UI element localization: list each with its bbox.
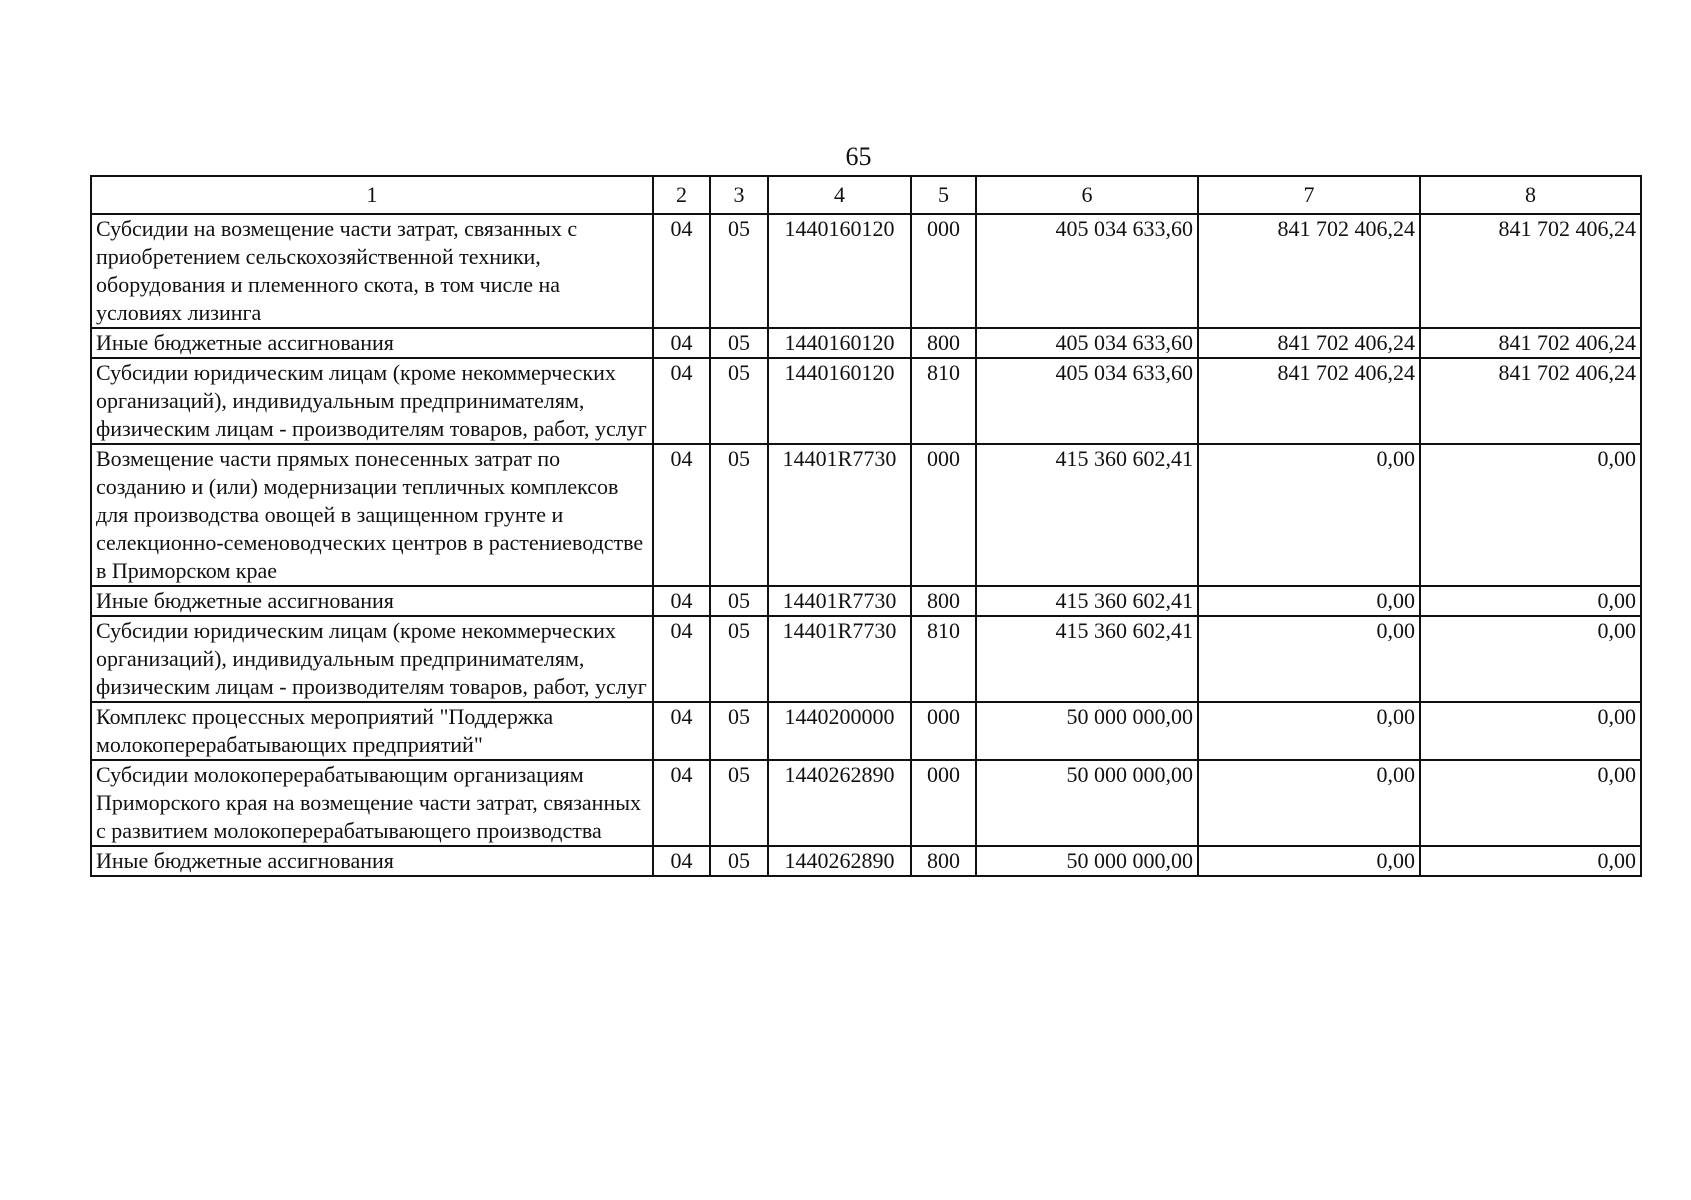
row-name: Субсидии на возмещение части затрат, связанных с приобретением сельскохозяйственной техники, оборудования и племенного скота, в том числе на условиях лизинга bbox=[91, 214, 653, 328]
column-header: 8 bbox=[1420, 176, 1641, 214]
amount-col6: 405 034 633,60 bbox=[976, 214, 1198, 328]
amount-col8: 0,00 bbox=[1420, 586, 1641, 616]
target-article-code: 1440160120 bbox=[768, 214, 911, 328]
amount-col8: 0,00 bbox=[1420, 616, 1641, 702]
amount-col6: 50 000 000,00 bbox=[976, 846, 1198, 876]
section-code: 04 bbox=[653, 358, 710, 444]
subsection-code: 05 bbox=[710, 214, 768, 328]
expense-type-code: 000 bbox=[911, 760, 976, 846]
expense-type-code: 800 bbox=[911, 328, 976, 358]
expense-type-code: 800 bbox=[911, 846, 976, 876]
subsection-code: 05 bbox=[710, 760, 768, 846]
row-name: Комплекс процессных мероприятий "Поддержка молокоперерабатывающих предприятий" bbox=[91, 702, 653, 760]
amount-col7: 841 702 406,24 bbox=[1198, 214, 1420, 328]
row-name: Субсидии юридическим лицам (кроме некоммерческих организаций), индивидуальным предпринимателям, физическим лицам - производителям товаров, работ, услуг bbox=[91, 358, 653, 444]
amount-col7: 0,00 bbox=[1198, 616, 1420, 702]
row-name: Субсидии молокоперерабатывающим организациям Приморского края на возмещение части затрат, связанных с развитием молокоперерабатывающего производства bbox=[91, 760, 653, 846]
budget-table bbox=[90, 175, 1642, 877]
amount-col8: 0,00 bbox=[1420, 444, 1641, 586]
target-article-code: 14401R7730 bbox=[768, 586, 911, 616]
row-name: Иные бюджетные ассигнования bbox=[91, 586, 653, 616]
amount-col8: 0,00 bbox=[1420, 846, 1641, 876]
column-header: 3 bbox=[710, 176, 768, 214]
column-header: 6 bbox=[976, 176, 1198, 214]
amount-col7: 0,00 bbox=[1198, 846, 1420, 876]
amount-col7: 841 702 406,24 bbox=[1198, 328, 1420, 358]
expense-type-code: 810 bbox=[911, 358, 976, 444]
amount-col7: 0,00 bbox=[1198, 760, 1420, 846]
table-row bbox=[91, 760, 1641, 846]
amount-col8: 0,00 bbox=[1420, 702, 1641, 760]
amount-col8: 841 702 406,24 bbox=[1420, 358, 1641, 444]
subsection-code: 05 bbox=[710, 846, 768, 876]
table-row bbox=[91, 214, 1641, 328]
expense-type-code: 000 bbox=[911, 214, 976, 328]
amount-col6: 405 034 633,60 bbox=[976, 358, 1198, 444]
target-article-code: 1440200000 bbox=[768, 702, 911, 760]
table-row bbox=[91, 328, 1641, 358]
amount-col7: 0,00 bbox=[1198, 702, 1420, 760]
amount-col7: 841 702 406,24 bbox=[1198, 358, 1420, 444]
section-code: 04 bbox=[653, 328, 710, 358]
target-article-code: 1440262890 bbox=[768, 846, 911, 876]
amount-col6: 50 000 000,00 bbox=[976, 760, 1198, 846]
table-row bbox=[91, 702, 1641, 760]
table-row bbox=[91, 616, 1641, 702]
column-header: 5 bbox=[911, 176, 976, 214]
target-article-code: 1440262890 bbox=[768, 760, 911, 846]
header-row bbox=[91, 176, 1641, 214]
amount-col8: 841 702 406,24 bbox=[1420, 214, 1641, 328]
column-header: 7 bbox=[1198, 176, 1420, 214]
amount-col7: 0,00 bbox=[1198, 586, 1420, 616]
table-row bbox=[91, 846, 1641, 876]
amount-col8: 841 702 406,24 bbox=[1420, 328, 1641, 358]
amount-col8: 0,00 bbox=[1420, 760, 1641, 846]
section-code: 04 bbox=[653, 586, 710, 616]
subsection-code: 05 bbox=[710, 328, 768, 358]
expense-type-code: 810 bbox=[911, 616, 976, 702]
subsection-code: 05 bbox=[710, 586, 768, 616]
subsection-code: 05 bbox=[710, 616, 768, 702]
row-name: Субсидии юридическим лицам (кроме некоммерческих организаций), индивидуальным предпринимателям, физическим лицам - производителям товаров, работ, услуг bbox=[91, 616, 653, 702]
table-row bbox=[91, 358, 1641, 444]
subsection-code: 05 bbox=[710, 702, 768, 760]
section-code: 04 bbox=[653, 702, 710, 760]
amount-col6: 405 034 633,60 bbox=[976, 328, 1198, 358]
section-code: 04 bbox=[653, 760, 710, 846]
table-row bbox=[91, 586, 1641, 616]
amount-col6: 415 360 602,41 bbox=[976, 616, 1198, 702]
subsection-code: 05 bbox=[710, 444, 768, 586]
amount-col6: 50 000 000,00 bbox=[976, 702, 1198, 760]
section-code: 04 bbox=[653, 846, 710, 876]
amount-col6: 415 360 602,41 bbox=[976, 586, 1198, 616]
section-code: 04 bbox=[653, 444, 710, 586]
column-header: 2 bbox=[653, 176, 710, 214]
row-name: Возмещение части прямых понесенных затрат по созданию и (или) модернизации тепличных комплексов для производства овощей в защищенном грунте и селекционно-семеноводческих центров в растениеводстве в Приморском крае bbox=[91, 444, 653, 586]
amount-col7: 0,00 bbox=[1198, 444, 1420, 586]
column-header: 1 bbox=[91, 176, 653, 214]
column-header: 4 bbox=[768, 176, 911, 214]
target-article-code: 14401R7730 bbox=[768, 616, 911, 702]
target-article-code: 1440160120 bbox=[768, 328, 911, 358]
amount-col6: 415 360 602,41 bbox=[976, 444, 1198, 586]
expense-type-code: 800 bbox=[911, 586, 976, 616]
section-code: 04 bbox=[653, 214, 710, 328]
target-article-code: 14401R7730 bbox=[768, 444, 911, 586]
row-name: Иные бюджетные ассигнования bbox=[91, 846, 653, 876]
page-number: 65 bbox=[845, 142, 872, 171]
row-name: Иные бюджетные ассигнования bbox=[91, 328, 653, 358]
section-code: 04 bbox=[653, 616, 710, 702]
table-row bbox=[91, 444, 1641, 586]
expense-type-code: 000 bbox=[911, 444, 976, 586]
subsection-code: 05 bbox=[710, 358, 768, 444]
target-article-code: 1440160120 bbox=[768, 358, 911, 444]
expense-type-code: 000 bbox=[911, 702, 976, 760]
